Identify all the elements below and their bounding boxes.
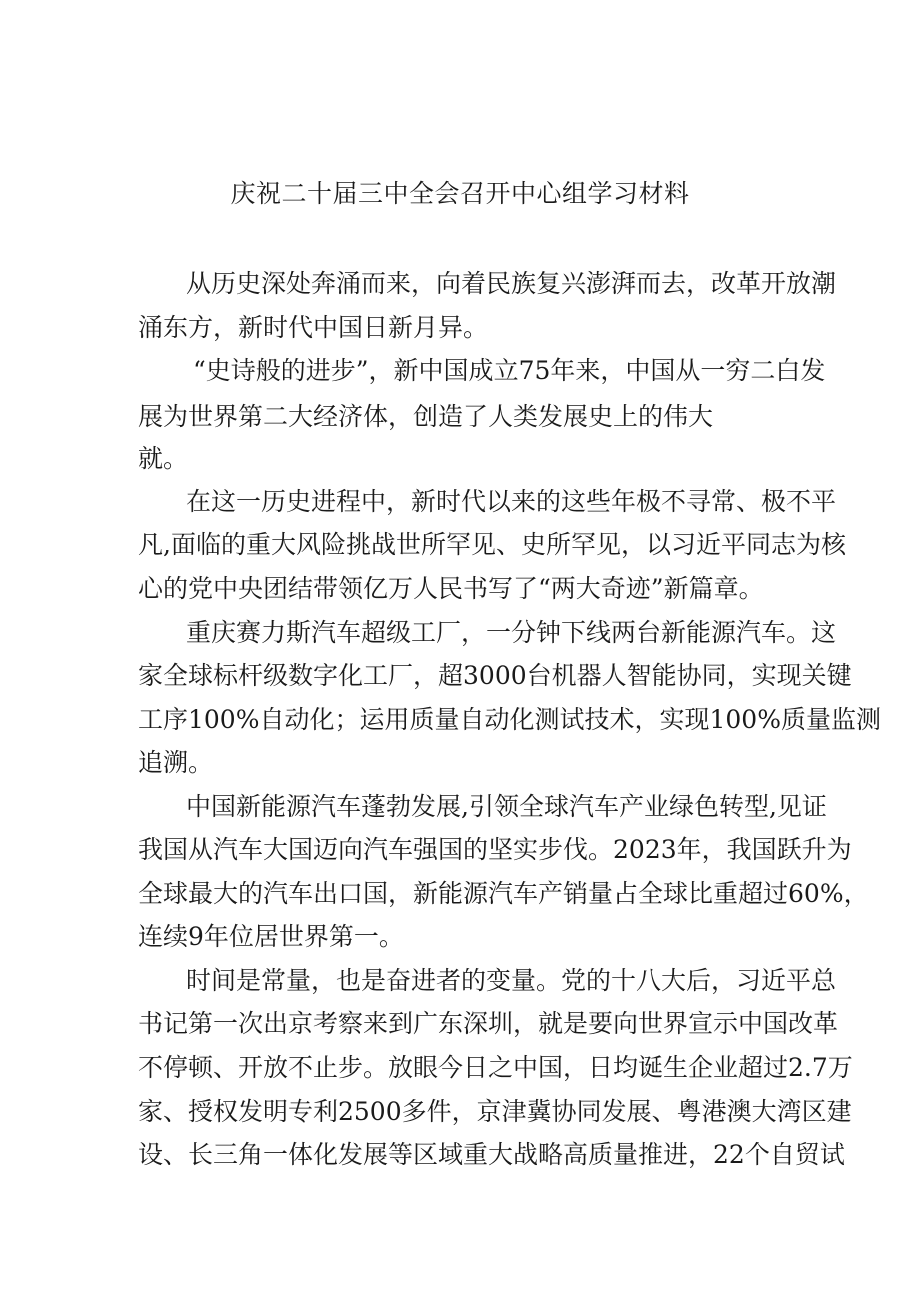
body-line: 不停顿、开放不止步。放眼今日之中国，日均诞生企业超过2.7万 <box>138 1053 853 1082</box>
body-line: 就。 <box>138 444 189 473</box>
body-line: 时间是常量，也是奋进者的变量。党的十八大后，习近平总 <box>186 966 837 995</box>
body-line: 从历史深处奔涌而来，向着民族复兴澎湃而去，改革开放潮 <box>186 269 837 298</box>
body-line: 连续9年位居世界第一。 <box>138 922 404 951</box>
body-line: 展为世界第二大经济体，创造了人类发展史上的伟大 <box>138 402 714 431</box>
body-line: 涌东方，新时代中国日新月异。 <box>138 313 489 342</box>
body-line: 在这一历史进程中，新时代以来的这些年极不寻常、极不平 <box>186 487 837 516</box>
body-line: 设、长三角一体化发展等区域重大战略高质量推进，22个自贸试 <box>138 1140 845 1169</box>
body-line: 心的党中央团结带领亿万人民书写了“两大奇迹”新篇章。 <box>138 574 764 603</box>
body-line: 中国新能源汽车蓬勃发展,引领全球汽车产业绿色转型,见证 <box>186 792 827 821</box>
body-line: 家全球标杆级数字化工厂，超3000台机器人智能协同，实现关键 <box>138 661 852 690</box>
body-line: “史诗般的进步”，新中国成立75年来，中国从一穷二白发 <box>193 356 826 385</box>
body-line: 工序100%自动化；运用质量自动化测试技术，实现100%质量监测 <box>138 705 881 734</box>
body-line: 全球最大的汽车出口国，新能源汽车产销量占全球比重超过60%， <box>138 879 869 908</box>
document-title: 庆祝二十届三中全会召开中心组学习材料 <box>230 179 690 208</box>
body-line: 追溯。 <box>138 748 214 777</box>
body-line: 家、授权发明专利2500多件，京津冀协同发展、粤港澳大湾区建 <box>138 1097 852 1126</box>
body-line: 书记第一次出京考察来到广东深圳，就是要向世界宣示中国改革 <box>138 1009 839 1038</box>
body-line: 我国从汽车大国迈向汽车强国的坚实步伐。2023年，我国跃升为 <box>138 835 852 864</box>
body-line: 凡,面临的重大风险挑战世所罕见、史所罕见，以习近平同志为核 <box>138 530 846 559</box>
body-line: 重庆赛力斯汽车超级工厂，一分钟下线两台新能源汽车。这 <box>186 618 837 647</box>
